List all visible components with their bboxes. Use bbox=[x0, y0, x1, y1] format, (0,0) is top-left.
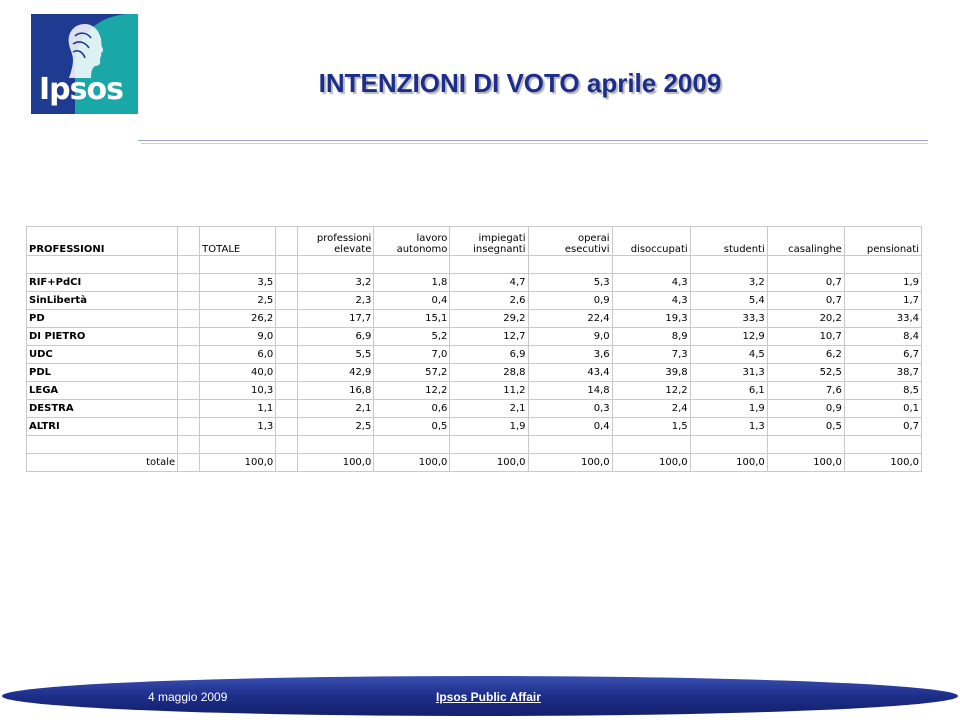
table-cell: 15,1 bbox=[374, 310, 450, 328]
row-label: SinLibertà bbox=[27, 292, 178, 310]
table-cell: 7,3 bbox=[612, 346, 690, 364]
table-cell: 0,5 bbox=[374, 418, 450, 436]
table-cell: 100,0 bbox=[690, 454, 767, 472]
table-cell: 0,3 bbox=[528, 400, 612, 418]
table-cell: 8,4 bbox=[844, 328, 921, 346]
table-cell: 29,2 bbox=[450, 310, 528, 328]
table-cell: 6,9 bbox=[298, 328, 374, 346]
divider-line-shadow bbox=[141, 143, 928, 144]
table-cell: 0,1 bbox=[844, 400, 921, 418]
table-cell: 5,3 bbox=[528, 274, 612, 292]
header-row bbox=[27, 227, 922, 256]
row-label: PD bbox=[27, 310, 178, 328]
table-cell: 33,3 bbox=[690, 310, 767, 328]
table-cell: 100,0 bbox=[298, 454, 374, 472]
table-cell: 9,0 bbox=[200, 328, 276, 346]
table-cell: 6,2 bbox=[767, 346, 844, 364]
divider-line bbox=[138, 140, 928, 141]
table-row bbox=[27, 364, 922, 382]
table-cell: 9,0 bbox=[528, 328, 612, 346]
table-cell: 1,5 bbox=[612, 418, 690, 436]
table-cell: 0,7 bbox=[767, 292, 844, 310]
table-cell: 100,0 bbox=[767, 454, 844, 472]
spacer-row bbox=[27, 256, 922, 274]
table-row bbox=[27, 400, 922, 418]
table-cell: 57,2 bbox=[374, 364, 450, 382]
row-label: UDC bbox=[27, 346, 178, 364]
row-label: PDL bbox=[27, 364, 178, 382]
table-cell: 6,7 bbox=[844, 346, 921, 364]
table-cell: 3,2 bbox=[690, 274, 767, 292]
table-cell: 3,2 bbox=[298, 274, 374, 292]
table-cell: 0,7 bbox=[844, 418, 921, 436]
table-cell: 19,3 bbox=[612, 310, 690, 328]
table-cell: 100,0 bbox=[374, 454, 450, 472]
row-label: RIF+PdCI bbox=[27, 274, 178, 292]
column-header: lavoro autonomo bbox=[374, 227, 450, 256]
table-cell: 100,0 bbox=[528, 454, 612, 472]
table-cell: 26,2 bbox=[200, 310, 276, 328]
table-cell: 4,7 bbox=[450, 274, 528, 292]
table-row bbox=[27, 382, 922, 400]
table-cell: 1,3 bbox=[690, 418, 767, 436]
table-cell: 7,0 bbox=[374, 346, 450, 364]
table-row bbox=[27, 292, 922, 310]
table-cell: 10,3 bbox=[200, 382, 276, 400]
column-header: TOTALE bbox=[200, 227, 276, 256]
table-cell: 12,7 bbox=[450, 328, 528, 346]
table-cell: 2,6 bbox=[450, 292, 528, 310]
table-cell: 0,6 bbox=[374, 400, 450, 418]
table-cell: 100,0 bbox=[844, 454, 921, 472]
table-cell: 2,5 bbox=[200, 292, 276, 310]
table-cell: 8,9 bbox=[612, 328, 690, 346]
table-cell: 4,3 bbox=[612, 274, 690, 292]
row-label: DI PIETRO bbox=[27, 328, 178, 346]
table-cell: 43,4 bbox=[528, 364, 612, 382]
table-cell: 0,9 bbox=[528, 292, 612, 310]
table-cell: 16,8 bbox=[298, 382, 374, 400]
table-cell: 0,5 bbox=[767, 418, 844, 436]
table-cell: 1,7 bbox=[844, 292, 921, 310]
table-cell: 100,0 bbox=[200, 454, 276, 472]
total-row bbox=[27, 454, 922, 472]
table-cell: 33,4 bbox=[844, 310, 921, 328]
footer-brand-link[interactable]: Ipsos Public Affair bbox=[436, 690, 541, 704]
table-cell: 1,3 bbox=[200, 418, 276, 436]
table-cell: 40,0 bbox=[200, 364, 276, 382]
table-cell: 5,4 bbox=[690, 292, 767, 310]
table-cell: 1,9 bbox=[450, 418, 528, 436]
column-header: disoccupati bbox=[612, 227, 690, 256]
spacer-row bbox=[27, 436, 922, 454]
table-cell: 6,0 bbox=[200, 346, 276, 364]
column-header: impiegati insegnanti bbox=[450, 227, 528, 256]
table-cell: 3,5 bbox=[200, 274, 276, 292]
table-cell: 7,6 bbox=[767, 382, 844, 400]
table-cell: 4,5 bbox=[690, 346, 767, 364]
table-cell: 8,5 bbox=[844, 382, 921, 400]
row-label: DESTRA bbox=[27, 400, 178, 418]
table-cell: 17,7 bbox=[298, 310, 374, 328]
table-row bbox=[27, 346, 922, 364]
row-label: ALTRI bbox=[27, 418, 178, 436]
table-cell: 6,1 bbox=[690, 382, 767, 400]
table-cell: 22,4 bbox=[528, 310, 612, 328]
table-cell: 1,1 bbox=[200, 400, 276, 418]
column-header: pensionati bbox=[844, 227, 921, 256]
table-cell: 28,8 bbox=[450, 364, 528, 382]
logo-wordmark: Ipsos bbox=[39, 72, 123, 107]
table-cell: 10,7 bbox=[767, 328, 844, 346]
table-cell: 31,3 bbox=[690, 364, 767, 382]
table-cell: 6,9 bbox=[450, 346, 528, 364]
table-cell: 12,2 bbox=[374, 382, 450, 400]
column-header: casalinghe bbox=[767, 227, 844, 256]
table-cell: 0,4 bbox=[528, 418, 612, 436]
column-header: PROFESSIONI bbox=[27, 227, 178, 256]
table-cell: 4,3 bbox=[612, 292, 690, 310]
table-cell: 1,9 bbox=[844, 274, 921, 292]
table-cell: 11,2 bbox=[450, 382, 528, 400]
table-row bbox=[27, 328, 922, 346]
table-cell: 12,2 bbox=[612, 382, 690, 400]
table-cell: 2,4 bbox=[612, 400, 690, 418]
table-row bbox=[27, 274, 922, 292]
table-cell: 12,9 bbox=[690, 328, 767, 346]
table-cell: 100,0 bbox=[450, 454, 528, 472]
table-cell: 2,1 bbox=[298, 400, 374, 418]
table-cell: 5,2 bbox=[374, 328, 450, 346]
vote-intentions-table bbox=[26, 226, 922, 472]
table-cell: 38,7 bbox=[844, 364, 921, 382]
table-cell: 2,1 bbox=[450, 400, 528, 418]
row-label: LEGA bbox=[27, 382, 178, 400]
table-cell: 3,6 bbox=[528, 346, 612, 364]
ipsos-logo bbox=[31, 14, 138, 114]
table-cell: 100,0 bbox=[612, 454, 690, 472]
table-cell: 20,2 bbox=[767, 310, 844, 328]
table-cell: 0,9 bbox=[767, 400, 844, 418]
table-cell: 14,8 bbox=[528, 382, 612, 400]
table-cell: 1,9 bbox=[690, 400, 767, 418]
table-cell: 5,5 bbox=[298, 346, 374, 364]
table-row bbox=[27, 418, 922, 436]
table-cell: 0,4 bbox=[374, 292, 450, 310]
total-label: totale bbox=[27, 454, 178, 472]
table-cell: 1,8 bbox=[374, 274, 450, 292]
table-cell: 42,9 bbox=[298, 364, 374, 382]
column-header: operai esecutivi bbox=[528, 227, 612, 256]
column-header: studenti bbox=[690, 227, 767, 256]
table-cell: 2,3 bbox=[298, 292, 374, 310]
table-cell: 0,7 bbox=[767, 274, 844, 292]
footer-date: 4 maggio 2009 bbox=[148, 690, 228, 704]
page-title: INTENZIONI DI VOTO aprile 2009 bbox=[318, 68, 722, 98]
column-header: professioni elevate bbox=[298, 227, 374, 256]
table-row bbox=[27, 310, 922, 328]
table-cell: 52,5 bbox=[767, 364, 844, 382]
table-cell: 2,5 bbox=[298, 418, 374, 436]
table-cell: 39,8 bbox=[612, 364, 690, 382]
